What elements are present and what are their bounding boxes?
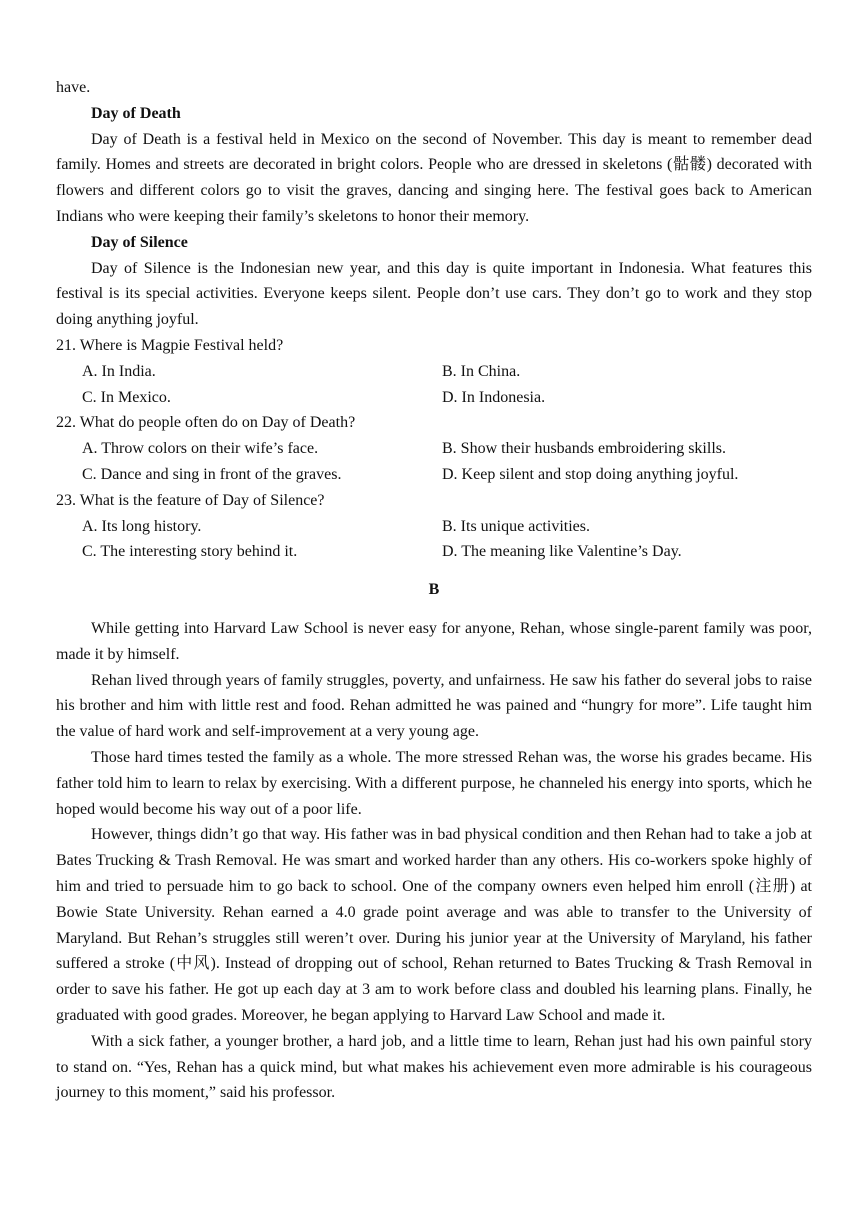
option-d: D. Keep silent and stop doing anything joyful. <box>442 465 739 483</box>
passage-paragraph: However, things didn’t go that way. His father was in bad physical condition and then Rehan had to take a job at Bates Trucking & Trash Removal. He was smart and worked harder than any others. His co-workers spoke highly of him and tried to persuade him to go back to school. One of the company owners even helped him enroll (注册) at Bowie State University. Rehan earned a 4.0 grade point average and was able to transfer to the University of Maryland. But Rehan’s struggles still weren’t over. During his junior year at the University of Maryland, his father suffered a stroke (中风). Instead of dropping out of school, Rehan returned to Bates Trucking & Trash Removal in order to save his father. He got up each day at 3 am to work before class and doubled his learning plans. Finally, he graduated with good grades. Moreover, he began applying to Harvard Law School and made it. <box>56 826 812 1024</box>
question-stem: 21. Where is Magpie Festival held? <box>56 336 284 354</box>
option-a: A. Its long history. <box>82 517 202 535</box>
question-23 <box>56 488 812 565</box>
day-of-silence-heading: Day of Silence <box>91 233 188 251</box>
option-c: C. Dance and sing in front of the graves. <box>82 465 342 483</box>
part-b <box>56 616 812 1106</box>
carryover-text: have. <box>56 79 91 96</box>
section-letter: B <box>428 581 440 598</box>
passage-paragraph: Rehan lived through years of family struggles, poverty, and unfairness. He saw his father do several jobs to raise his brother and him with little rest and food. Rehan admitted he was pained and “hungry for more”. Life taught him the value of hard work and self-improvement at a very young age. <box>56 671 812 741</box>
part-b-letter-block <box>56 577 812 603</box>
option-c: C. The interesting story behind it. <box>82 543 298 561</box>
day-of-death-heading: Day of Death <box>91 104 181 122</box>
option-b: B. Show their husbands embroidering skills. <box>442 440 726 458</box>
question-stem: 22. What do people often do on Day of Death? <box>56 414 356 432</box>
option-a: A. In India. <box>82 362 156 380</box>
option-d: D. The meaning like Valentine’s Day. <box>442 543 682 561</box>
option-c: C. In Mexico. <box>82 388 171 406</box>
day-of-death-paragraph: Day of Death is a festival held in Mexico on the second of November. This day is meant to remember dead family. Homes and streets are decorated in bright colors. People who are dressed in skeletons (骷髅) decorated with flowers and different colors go to visit the graves, dancing and singing here. The festival goes back to American Indians who were keeping their family’s skeletons to honor their memory. <box>56 130 812 225</box>
question-stem: 23. What is the feature of Day of Silence? <box>56 491 325 509</box>
option-b: B. In China. <box>442 362 521 380</box>
question-22 <box>56 410 812 487</box>
passage-paragraph: While getting into Harvard Law School is never easy for anyone, Rehan, whose single-parent family was poor, made it by himself. <box>56 620 812 663</box>
day-of-silence-paragraph: Day of Silence is the Indonesian new year, and this day is quite important in Indonesia. What features this festival is its special activities. Everyone keeps silent. People don’t use cars. They don’t go to work and they stop doing anything joyful. <box>56 259 812 329</box>
option-a: A. Throw colors on their wife’s face. <box>82 440 319 458</box>
option-b: B. Its unique activities. <box>442 517 590 535</box>
question-21 <box>56 333 812 410</box>
passage-paragraph: With a sick father, a younger brother, a hard job, and a little time to learn, Rehan just had his own painful story to stand on. “Yes, Rehan has a quick mind, but what makes his achievement even more admirable is his courageous journey to this moment,” said his professor. <box>56 1032 812 1102</box>
option-d: D. In Indonesia. <box>442 388 546 406</box>
passage-paragraph: Those hard times tested the family as a whole. The more stressed Rehan was, the worse his grades became. His father told him to learn to relax by exercising. With a different purpose, he channeled his energy into sports, which he hoped would become his way out of a poor life. <box>56 748 812 818</box>
part-a <box>56 75 812 565</box>
